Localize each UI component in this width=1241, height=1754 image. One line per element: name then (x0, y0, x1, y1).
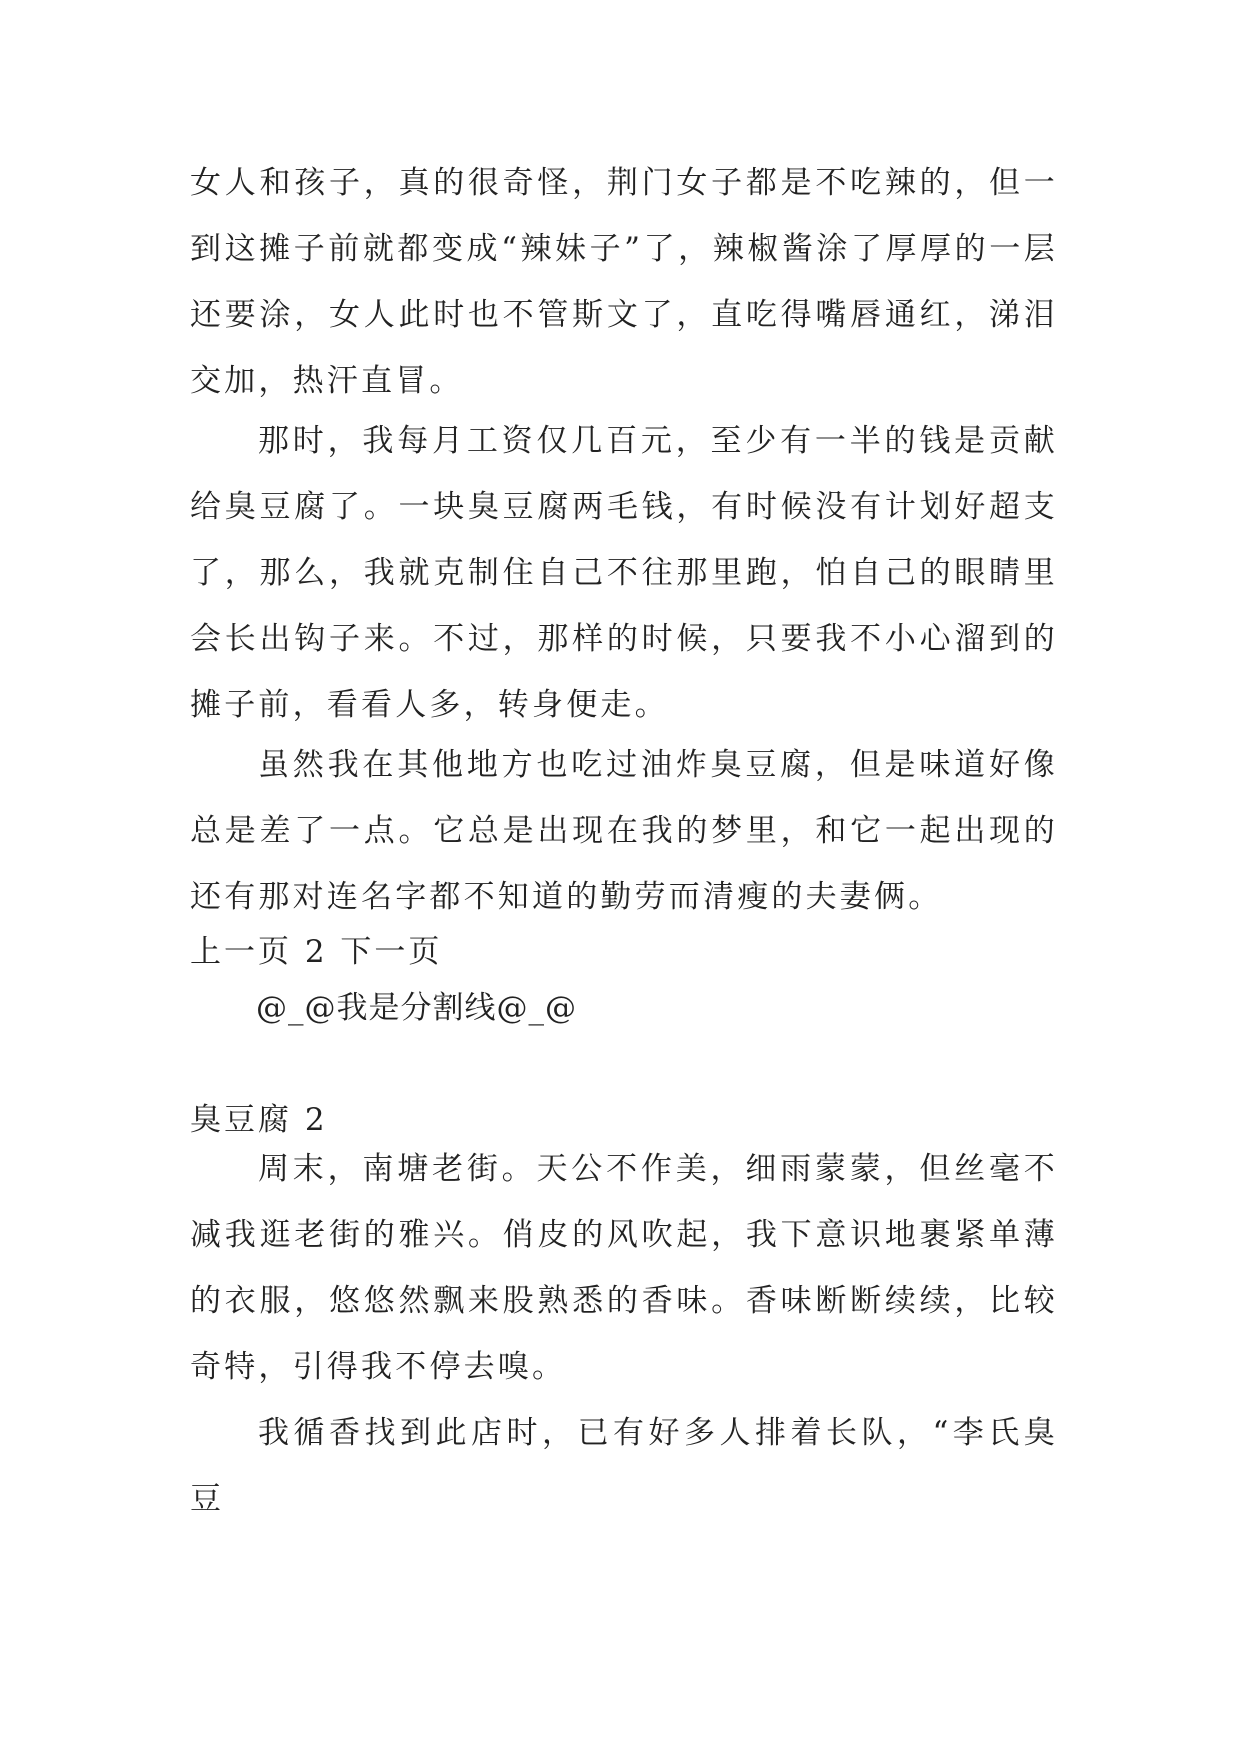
paragraph-weekend-street: 周末，南塘老街。天公不作美，细雨蒙蒙，但丝毫不减我逛老街的雅兴。俏皮的风吹起，我下意识地裹紧单薄的衣服，悠悠然飘来股熟悉的香味。香味断断续续，比较奇特，引得我不停去嗅。 (190, 1151, 1058, 1385)
section-divider: @_@我是分割线@_@ (256, 990, 577, 1026)
section-title: 臭豆腐 2 (190, 1102, 328, 1138)
paragraph-salary: 那时，我每月工资仅几百元，至少有一半的钱是贡献给臭豆腐了。一块臭豆腐两毛钱，有时候没有计划好超支了，那么，我就克制住自己不往那里跑，怕自己的眼睛里会长出钩子来。不过，那样的时候，只要我不小心溜到的摊子前，看看人多，转身便走。 (190, 423, 1058, 723)
paragraph-shop-queue: 我循香找到此店时，已有好多人排着长队，“李氏臭豆 (190, 1415, 1058, 1517)
paragraph-women-children: 女人和孩子，真的很奇怪，荆门女子都是不吃辣的，但一到这摊子前就都变成“辣妹子”了，辣椒酱涂了厚厚的一层还要涂，女人此时也不管斯文了，直吃得嘴唇通红，涕泪交加，热汗直冒。 (190, 165, 1058, 399)
pagination-links[interactable]: 上一页 2 下一页 (190, 934, 443, 970)
paragraph-memory: 虽然我在其他地方也吃过油炸臭豆腐，但是味道好像总是差了一点。它总是出现在我的梦里，和它一起出现的还有那对连名字都不知道的勤劳而清瘦的夫妻俩。 (190, 747, 1058, 915)
